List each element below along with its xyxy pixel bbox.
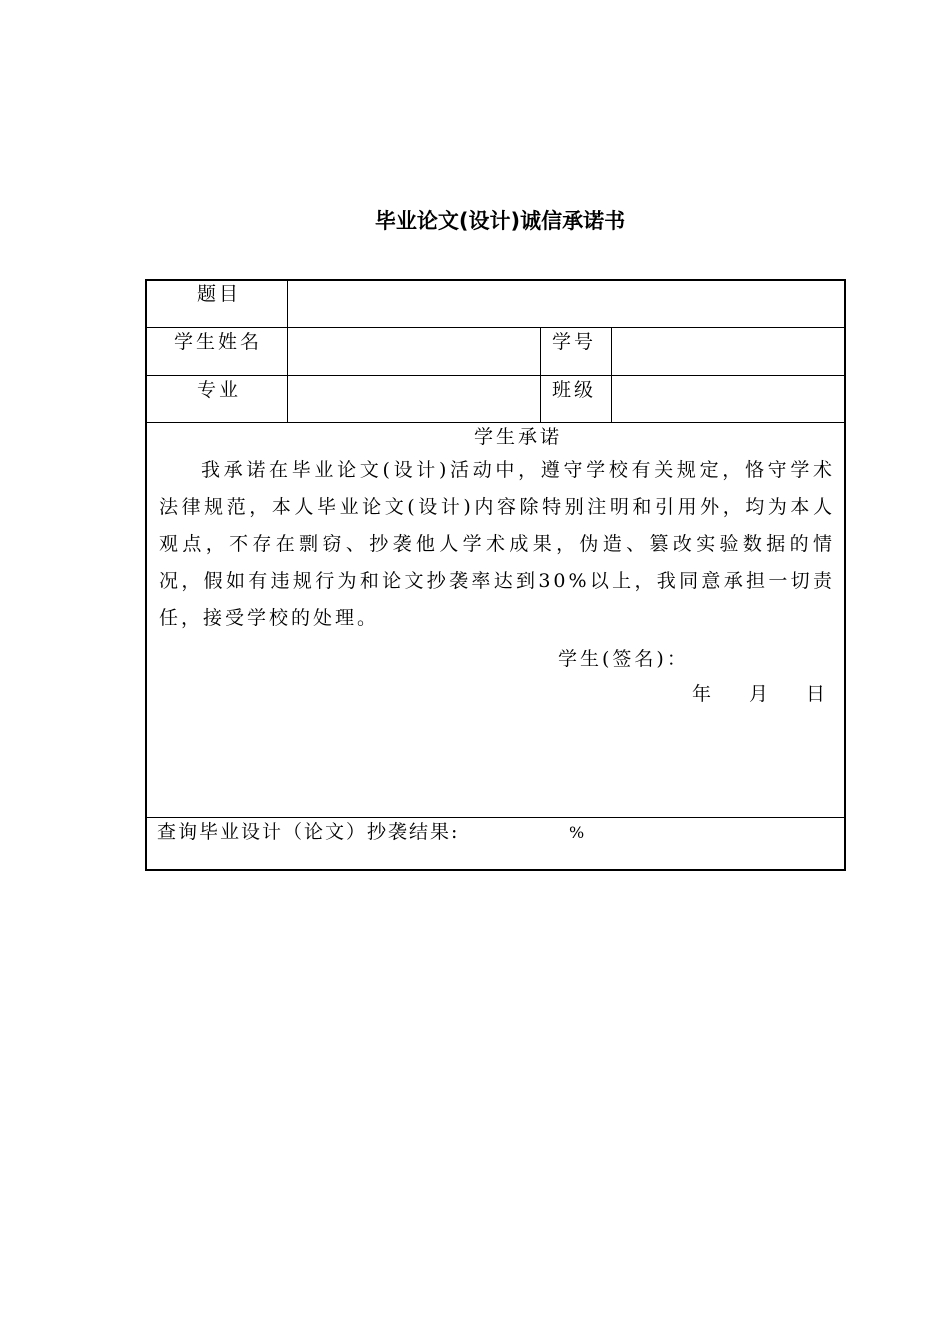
student-name-label: 学生姓名 (174, 331, 263, 353)
col-divider-label (287, 281, 288, 422)
date-day: 日 (806, 683, 826, 705)
col-divider-right (611, 327, 612, 422)
signature-label: 学生(签名)： (558, 648, 689, 670)
row-divider-3 (147, 422, 844, 423)
pledge-body: 我承诺在毕业论文(设计)活动中，遵守学校有关规定，恪守学术法律规范，本人毕业论文(设计)内容除特别注明和引用外，均为本人观点，不存在剽窃、抄袭他人学术成果，伪造、篡改实验数据的情况，假如有违规行为和论文抄袭率达到30%以上，我同意承担一切责任，接受学校的处理。 (159, 459, 835, 629)
pledge-heading: 学生承诺 (474, 426, 563, 448)
class-label: 班级 (552, 379, 597, 401)
major-label: 专业 (197, 379, 242, 401)
topic-label: 题目 (197, 283, 242, 305)
row-divider-1 (147, 327, 844, 328)
row-divider-4 (147, 817, 844, 818)
pledge-form (145, 279, 846, 871)
row-divider-2 (147, 375, 844, 376)
date-year: 年 (692, 683, 712, 705)
plagiarism-unit: % (569, 823, 588, 842)
date-month: 月 (749, 683, 769, 705)
student-id-label: 学号 (552, 331, 597, 353)
document-title: 毕业论文(设计)诚信承诺书 (374, 209, 626, 233)
col-divider-mid (540, 327, 541, 422)
plagiarism-label: 查询毕业设计（论文）抄袭结果: (157, 821, 460, 843)
